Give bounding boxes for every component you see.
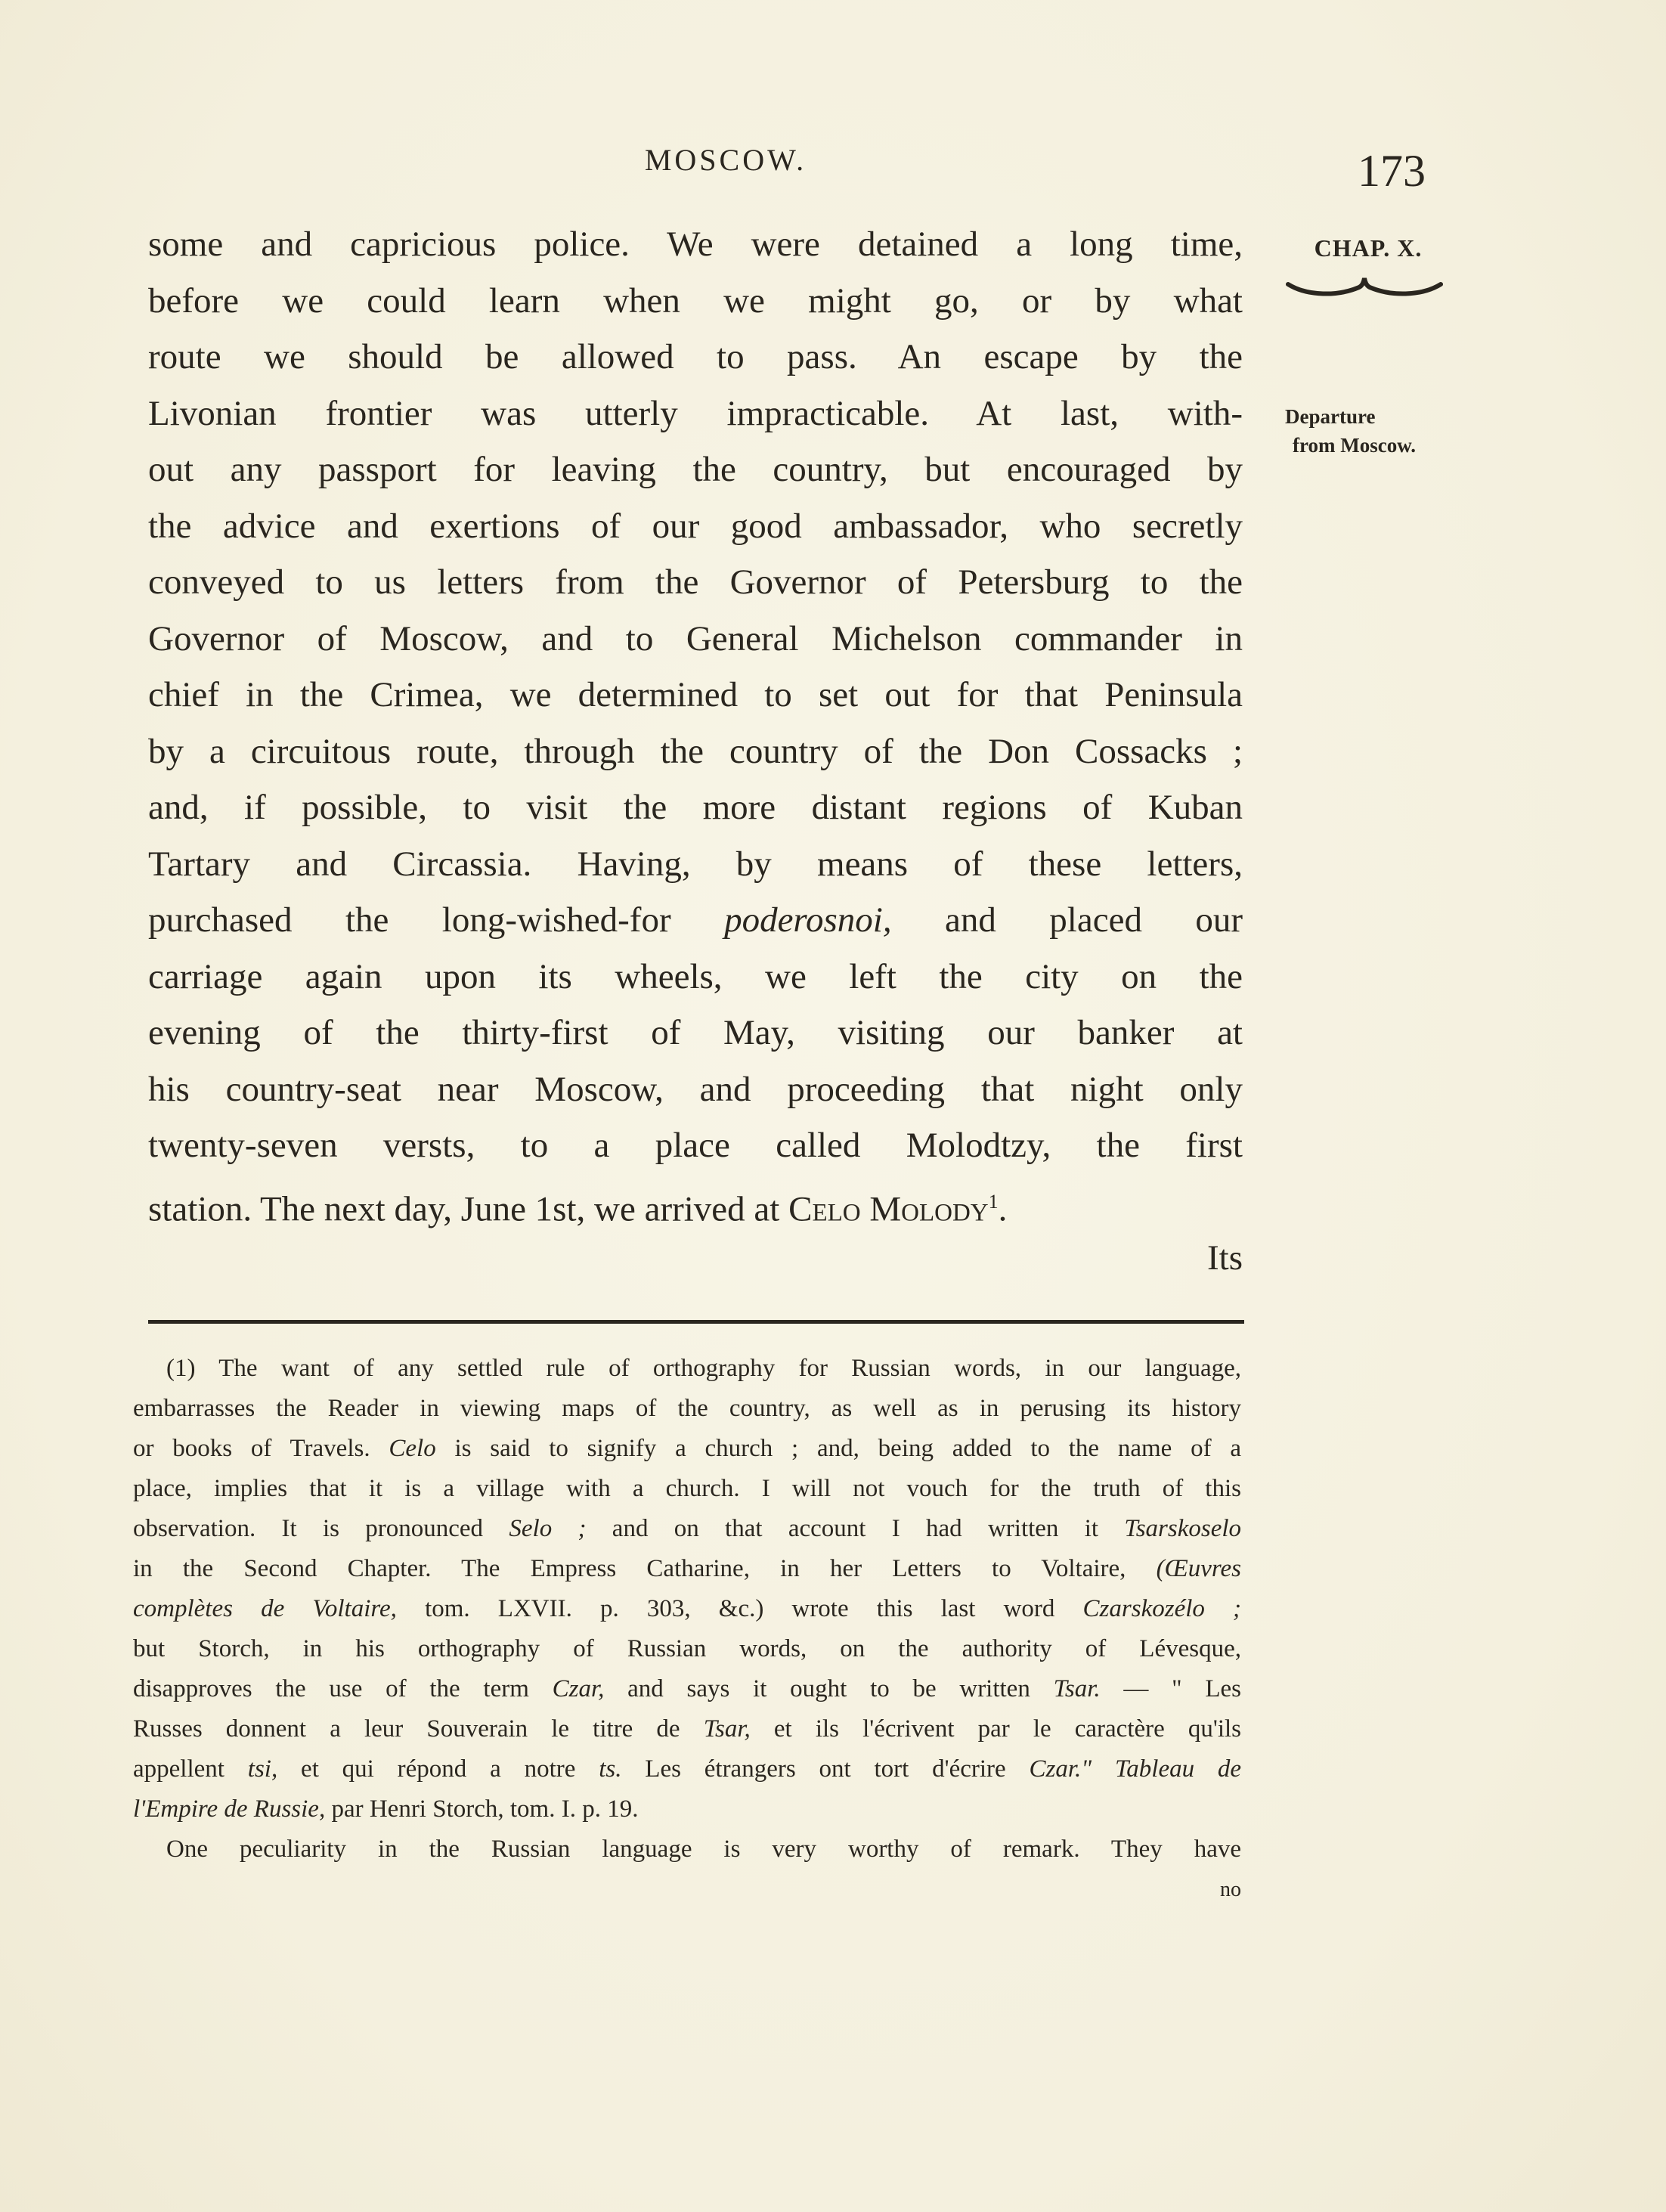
- footnote-line: [133, 1589, 1241, 1629]
- footnote-line: [133, 1429, 1241, 1469]
- footnote-number: (1): [166, 1355, 196, 1382]
- text-line: carriage again upon its wheels, we left the city on the: [148, 956, 1243, 996]
- text-line: his country-seat near Moscow, and proceeding that night only: [148, 1069, 1243, 1109]
- text-run: Russes donnent a leur Souverain le titre de: [133, 1715, 680, 1743]
- italic-term: Tsarskoselo: [1124, 1515, 1242, 1542]
- text-line: by a circuitous route, through the country of the Don Cossacks ;: [148, 731, 1243, 771]
- text-line: out any passport for leaving the country, but encouraged by: [148, 450, 1243, 489]
- italic-term: Czar.": [1029, 1755, 1092, 1783]
- footnote-line: One peculiarity in the Russian language is very worthy of remark. They have: [166, 1836, 1241, 1863]
- text-run: appellent: [133, 1755, 225, 1783]
- text-line: before we could learn when we might go, or by what: [148, 280, 1243, 321]
- text-run: and on that account I had written it: [612, 1515, 1099, 1542]
- text-line: the advice and exertions of our good ambassador, who secretly: [148, 506, 1243, 546]
- footnote-line: [133, 1749, 1241, 1789]
- text-run: and placed our: [945, 900, 1243, 940]
- text-run: — " Les: [1123, 1675, 1242, 1702]
- footnote-line: [133, 1549, 1241, 1589]
- text-line: evening of the thirty-first of May, visiting our banker at: [148, 1013, 1243, 1052]
- chapter-marker: CHAP. X.: [1314, 234, 1423, 262]
- text-line: Livonian frontier was utterly impracticable. At last, with-: [148, 393, 1243, 433]
- footnote-rule: [148, 1320, 1244, 1324]
- text-run: par Henri Storch, tom. I. p. 19.: [331, 1795, 639, 1823]
- text-run: tom. LXVII. p. 303, &c.) wrote this last word: [425, 1595, 1055, 1622]
- footnote-line: [133, 1709, 1241, 1749]
- footnote-catchword: no: [1220, 1878, 1241, 1901]
- footnote-line: but Storch, in his orthography of Russian words, on the authority of Lévesque,: [133, 1635, 1241, 1662]
- text-run: .: [998, 1189, 1008, 1229]
- text-run: The want of any settled rule of orthography for Russian words, in our language,: [218, 1355, 1241, 1382]
- text-line: chief in the Crimea, we determined to set out for that Peninsula: [148, 675, 1243, 714]
- footnote-line: [133, 1509, 1241, 1549]
- italic-term: ts.: [599, 1755, 622, 1783]
- italic-term: l'Empire de Russie,: [133, 1795, 326, 1823]
- text-run: in the Second Chapter. The Empress Catharine, in her Letters to Voltaire,: [133, 1555, 1126, 1582]
- page-number: 173: [1358, 146, 1426, 196]
- body-text: [148, 216, 1243, 1287]
- text-run: et ils l'écrivent par le caractère qu'ils: [773, 1715, 1242, 1743]
- italic-term: Czarskozélo ;: [1082, 1595, 1242, 1622]
- text-run: station. The next day, June 1st, we arrived at: [148, 1189, 780, 1229]
- footnote: [133, 1349, 1241, 1910]
- italic-term: poderosnoi,: [724, 900, 892, 940]
- margin-note-line: Departure: [1285, 405, 1376, 428]
- text-run: disapproves the use of the term: [133, 1675, 529, 1702]
- margin-note: [1279, 402, 1453, 460]
- italic-term: (Œuvres: [1156, 1555, 1242, 1582]
- italic-term: Tableau de: [1114, 1755, 1242, 1783]
- footnote-line: [133, 1789, 1241, 1829]
- text-line: Governor of Moscow, and to General Michelson commander in: [148, 618, 1243, 658]
- text-run: purchased the long-wished-for: [148, 900, 671, 940]
- text-line: Tartary and Circassia. Having, by means of these letters,: [148, 844, 1243, 884]
- text-line: some and capricious police. We were detained a long time,: [148, 225, 1243, 264]
- footnote-line: [133, 1349, 1241, 1389]
- text-run: is said to signify a church ; and, being added to the name of a: [454, 1435, 1241, 1462]
- footnote-ref: 1: [988, 1190, 999, 1213]
- margin-note-line: from Moscow.: [1293, 434, 1416, 457]
- text-run: Les étrangers ont tort d'écrire: [645, 1755, 1006, 1783]
- italic-term: Tsar,: [703, 1715, 751, 1743]
- text-run: observation. It is pronounced: [133, 1515, 484, 1542]
- footnote-line: embarrasses the Reader in viewing maps of the country, as well as in perusing its history: [133, 1395, 1241, 1422]
- running-title: MOSCOW.: [644, 143, 807, 177]
- footnote-line: [133, 1669, 1241, 1709]
- italic-term: Czar,: [552, 1675, 605, 1702]
- italic-term: Tsar.: [1053, 1675, 1101, 1702]
- text-run: or books of Travels.: [133, 1435, 370, 1462]
- italic-term: Selo ;: [509, 1515, 587, 1542]
- text-line: and, if possible, to visit the more distant regions of Kuban: [148, 788, 1243, 827]
- italic-term: complètes de Voltaire,: [133, 1595, 397, 1622]
- text-run: and says it ought to be written: [627, 1675, 1030, 1702]
- italic-term: tsi,: [247, 1755, 278, 1783]
- text-line: conveyed to us letters from the Governor of Petersburg to the: [148, 562, 1243, 602]
- place-name: Celo Molody: [788, 1189, 989, 1229]
- chapter-brace-ornament: [1285, 271, 1444, 308]
- text-run: et qui répond a notre: [301, 1755, 576, 1783]
- catchword: Its: [1207, 1238, 1243, 1278]
- footnote-line: place, implies that it is a village with a church. I will not vouch for the truth of this: [133, 1475, 1241, 1502]
- text-line: [148, 892, 1243, 949]
- italic-term: Celo: [389, 1435, 436, 1462]
- text-line: [148, 1174, 1243, 1231]
- text-line: route we should be allowed to pass. An escape by the: [148, 337, 1243, 376]
- text-line: twenty-seven versts, to a place called Molodtzy, the first: [148, 1126, 1243, 1165]
